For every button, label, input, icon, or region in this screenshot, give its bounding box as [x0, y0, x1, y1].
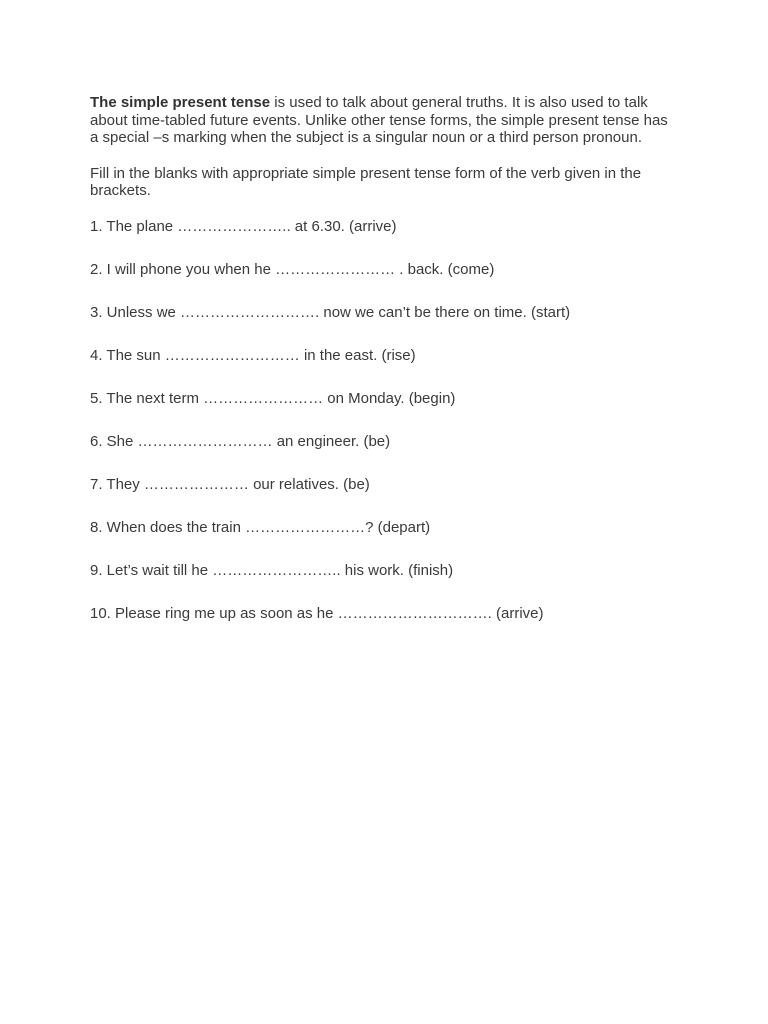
question-item: 5. The next term …………………… on Monday. (begin)	[90, 389, 456, 407]
question-item: 7. They ………………… our relatives. (be)	[90, 476, 370, 494]
question-item: 6. She ……………………… an engineer. (be)	[90, 432, 391, 450]
question-item: 8. When does the train ……………………? (depart)	[90, 519, 431, 537]
question-item: 9. Let’s wait till he …………………….. his work. (finish)	[90, 562, 454, 580]
intro-paragraph	[90, 94, 680, 147]
intro-term: The simple present tense	[90, 94, 271, 111]
question-item: 10. Please ring me up as soon as he …………………………. (arrive)	[90, 605, 544, 623]
instruction-paragraph: Fill in the blanks with appropriate simple present tense form of the verb given in the brackets.	[90, 164, 642, 199]
question-item: 4. The sun ……………………… in the east. (rise)	[90, 346, 416, 364]
question-item: 3. Unless we ………………………. now we can’t be there on time. (start)	[90, 303, 571, 321]
question-list	[90, 218, 680, 623]
intro-text: is used to talk about general truths. It is also used to talk about time-tabled future events. Unlike other tense forms, the simple present tense has a special –s marking when the subject is a singular noun or a third person pronoun.	[90, 94, 668, 146]
document-content	[90, 94, 680, 648]
question-item: 1. The plane ………………….. at 6.30. (arrive)	[90, 217, 397, 235]
question-item: 2. I will phone you when he …………………… . back. (come)	[90, 260, 495, 278]
